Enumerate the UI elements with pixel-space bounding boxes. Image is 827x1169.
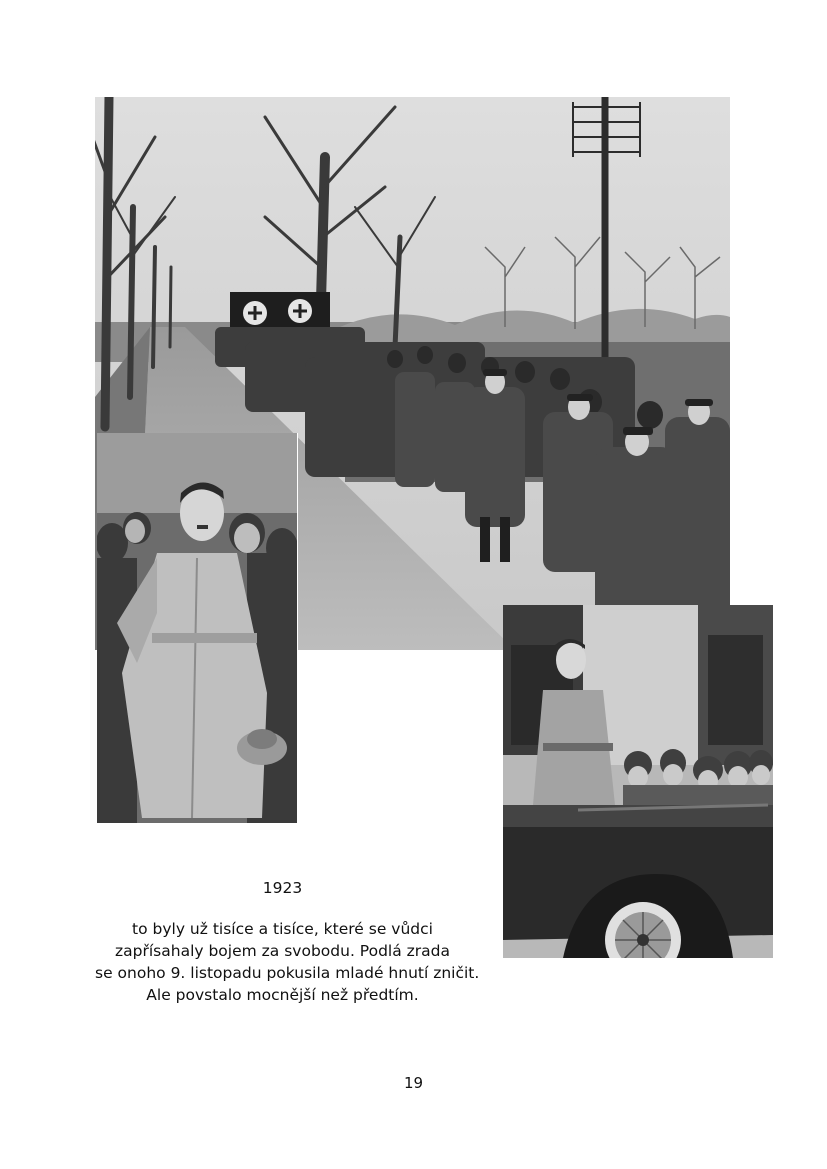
caption-text: [95, 918, 480, 1006]
caption-line: se onoho 9. listopadu pokusila mladé hnutí zničit.: [95, 964, 480, 982]
man-in-trench-coat-photo: [97, 433, 298, 823]
caption-line: to byly už tisíce a tisíce, které se vůdci: [132, 920, 433, 938]
page-number: 19: [403, 1074, 424, 1092]
caption-year: 1923: [262, 879, 303, 897]
caption-line: Ale povstalo mocnější než předtím.: [146, 986, 419, 1004]
man-standing-in-car-photo: [503, 605, 773, 958]
caption-line: zapřísahaly bojem za svobodu. Podlá zrada: [115, 942, 450, 960]
